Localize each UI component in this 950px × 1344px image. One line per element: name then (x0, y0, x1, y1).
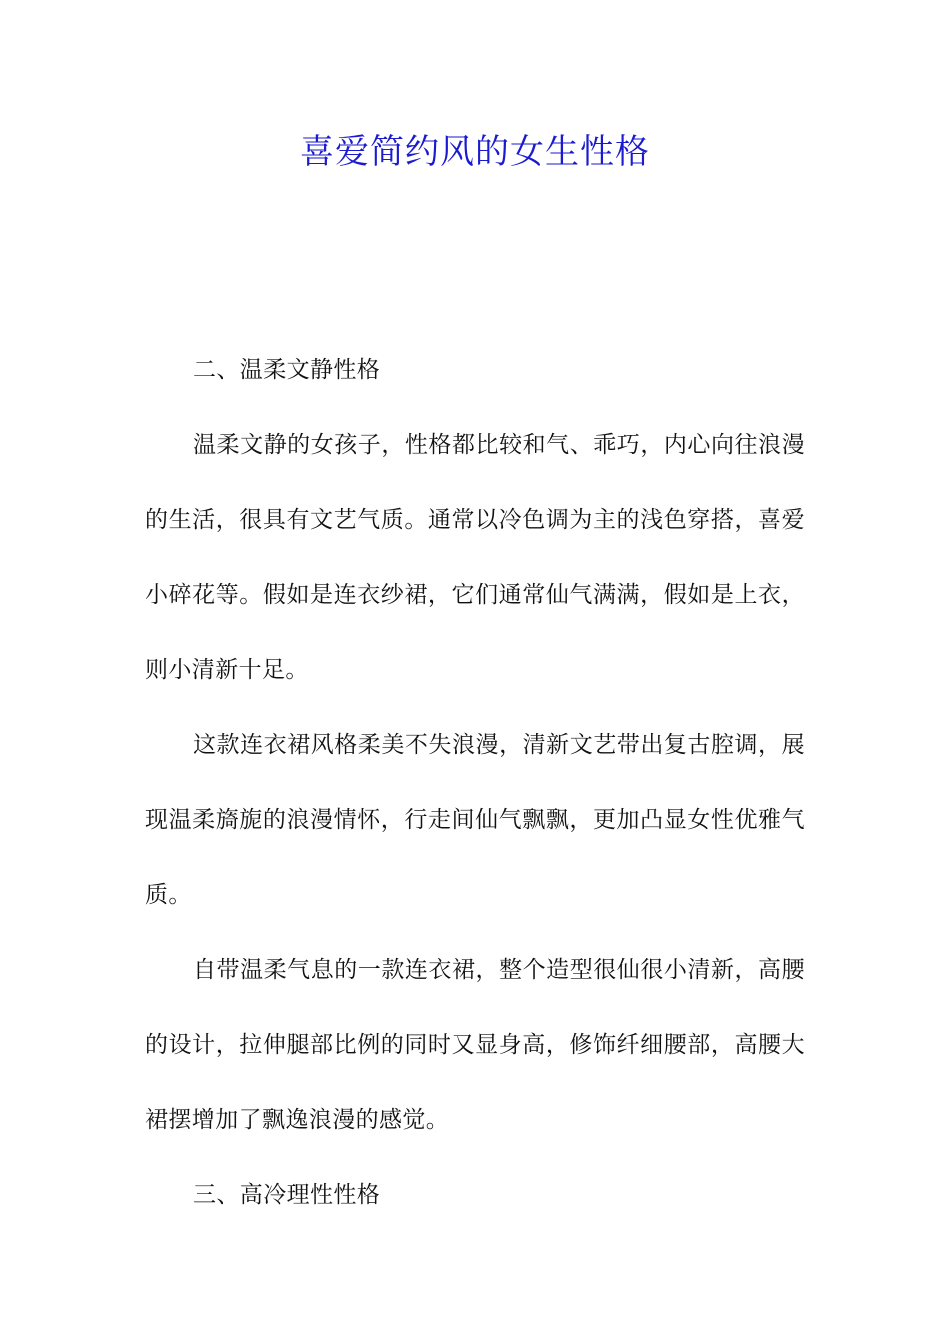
paragraph: 自带温柔气息的一款连衣裙，整个造型很仙很小清新，高腰的设计，拉伸腿部比例的同时又显身高，修饰纤细腰部，高腰大裙摆增加了飘逸浪漫的感觉。 (145, 957, 805, 1133)
section-heading-cool: 三、高冷理性性格 (193, 1182, 381, 1208)
paragraph: 温柔文静的女孩子，性格都比较和气、乖巧，内心向往浪漫的生活，很具有文艺气质。通常以冷色调为主的浅色穿搭，喜爱小碎花等。假如是连衣纱裙，它们通常仙气满满，假如是上衣，则小清新十足。 (145, 432, 805, 683)
section-heading-gentle: 二、温柔文静性格 (193, 357, 381, 383)
document-title: 喜爱简约风的女生性格 (300, 132, 650, 172)
document-body (145, 333, 805, 1233)
paragraph: 这款连衣裙风格柔美不失浪漫，清新文艺带出复古腔调，展现温柔旖旎的浪漫情怀，行走间仙气飘飘，更加凸显女性优雅气质。 (145, 732, 805, 908)
